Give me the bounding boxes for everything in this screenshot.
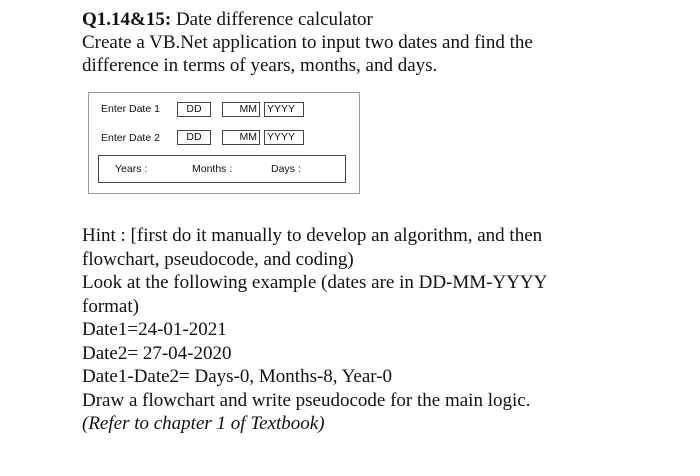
days-label: Days : xyxy=(271,163,301,175)
instruction-line: Draw a flowchart and write pseudocode for the main logic. xyxy=(82,389,531,411)
years-label: Years : xyxy=(115,163,148,175)
result-panel xyxy=(98,155,346,183)
date2-month-field[interactable]: MM xyxy=(222,130,260,145)
date1-month-field[interactable]: MM xyxy=(222,102,260,117)
date2-label: Enter Date 2 xyxy=(101,132,160,144)
question-title xyxy=(82,8,692,31)
example-result: Date1-Date2= Days-0, Months-8, Year-0 xyxy=(82,366,393,387)
date1-label: Enter Date 1 xyxy=(101,103,160,115)
hint-line-3: Look at the following example (dates are in DD-MM-YYYY xyxy=(82,272,548,293)
date1-year-field[interactable]: YYYY xyxy=(264,102,304,117)
textbook-reference: (Refer to chapter 1 of Textbook) xyxy=(82,413,325,434)
hint-section xyxy=(82,224,602,436)
question-description-line-2: difference in terms of years, months, and days. xyxy=(82,55,438,76)
form-mockup xyxy=(88,92,360,194)
months-label: Months : xyxy=(192,163,233,175)
question-description-line-1: Create a VB.Net application to input two dates and find the xyxy=(82,32,533,53)
hint-line-2: flowchart, pseudocode, and coding) xyxy=(82,248,354,270)
date1-day-field[interactable]: DD xyxy=(177,102,211,117)
example-date1: Date1=24-01-2021 xyxy=(82,319,227,340)
hint-line-4: format) xyxy=(82,295,139,317)
hint-line-1: Hint : [first do it manually to develop an algorithm, and then xyxy=(82,225,543,246)
question-header xyxy=(82,8,692,77)
date2-day-field[interactable]: DD xyxy=(177,130,211,145)
question-number: Q1.14&15: xyxy=(82,9,172,30)
question-title-text: Date difference calculator xyxy=(171,9,373,30)
date2-year-field[interactable]: YYYY xyxy=(264,130,304,145)
example-date2: Date2= 27-04-2020 xyxy=(82,342,232,364)
